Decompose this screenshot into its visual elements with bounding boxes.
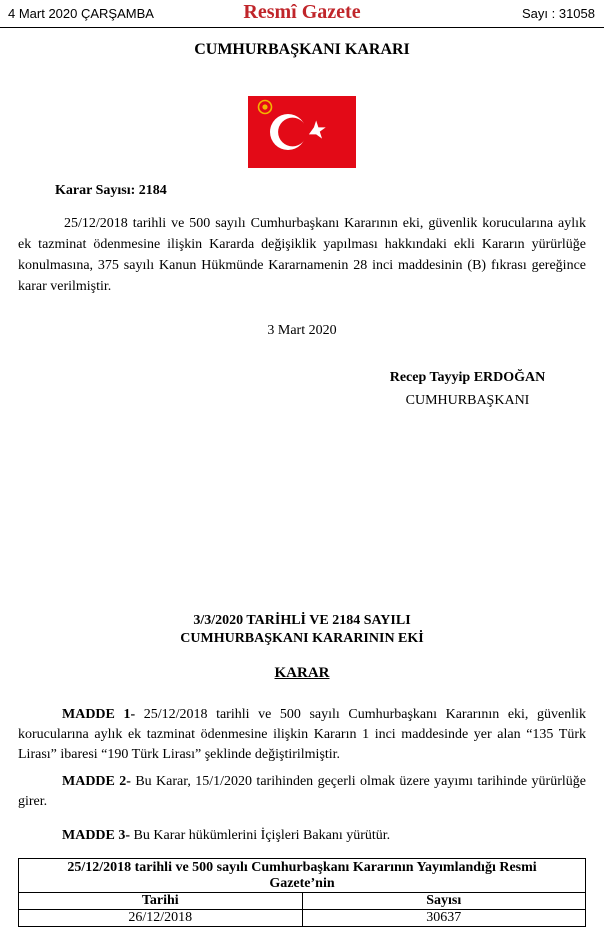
gazette-name: Resmî Gazete bbox=[243, 1, 361, 23]
signer-name: Recep Tayyip ERDOĞAN bbox=[389, 370, 546, 385]
turkish-flag-icon bbox=[248, 96, 356, 168]
article-1 bbox=[18, 705, 586, 765]
issue-number: Sayı : 31058 bbox=[522, 6, 595, 21]
decision-body: 25/12/2018 tarihli ve 500 sayılı Cumhurbaşkanı Kararının eki, güvenlik korucularına aylık ek tazminat ödenmesine ilişkin Kararda değişiklik yapılması hakkındaki ekli Kararın yürürlüğe konulmasına, 375 sayılı Kanun Hükmünde Kararnamenin 28 inci maddesinin (B) fıkrası gereğince karar verilmiştir. bbox=[18, 216, 586, 294]
table-caption-row bbox=[19, 859, 586, 893]
issue-date: 4 Mart 2020 ÇARŞAMBA bbox=[8, 6, 154, 21]
cell-number: 30637 bbox=[302, 910, 586, 927]
article-1-label: MADDE 1- bbox=[62, 707, 136, 722]
article-3-text: Bu Karar hükümlerini İçişleri Bakanı yürütür. bbox=[130, 828, 391, 843]
article-1-text: 25/12/2018 tarihli ve 500 sayılı Cumhurbaşkanı Kararının eki, güvenlik korucularına aylık ek tazminat ödenmesine ilişkin Kararın 1 inci maddesinde yer alan “135 Türk Lirası” ibaresi “190 Türk Lirası” şeklinde değiştirilmiştir. bbox=[18, 707, 586, 762]
signer-title: CUMHURBAŞKANI bbox=[405, 393, 530, 408]
publication-table bbox=[18, 858, 586, 927]
table-row bbox=[19, 910, 586, 927]
annex-title-line-2: CUMHURBAŞKANI KARARININ EKİ bbox=[180, 631, 424, 646]
decision-date: 3 Mart 2020 bbox=[267, 323, 337, 338]
karar-heading: KARAR bbox=[274, 665, 330, 681]
table-caption: 25/12/2018 tarihli ve 500 sayılı Cumhurbaşkanı Kararının Yayımlandığı Resmi Gazete’nin bbox=[19, 859, 586, 893]
decision-number: Karar Sayısı: 2184 bbox=[55, 183, 167, 198]
article-2-label: MADDE 2- bbox=[62, 774, 131, 789]
article-2 bbox=[18, 772, 586, 812]
annex-title-line-1: 3/3/2020 TARİHLİ VE 2184 SAYILI bbox=[193, 613, 411, 628]
column-header-number: Sayısı bbox=[302, 893, 586, 910]
table-header-row bbox=[19, 893, 586, 910]
article-3-label: MADDE 3- bbox=[62, 828, 131, 843]
article-3 bbox=[18, 826, 586, 846]
article-2-text: Bu Karar, 15/1/2020 tarihinden geçerli olmak üzere yayımı tarihinde yürürlüğe girer. bbox=[18, 774, 586, 809]
annex-title bbox=[0, 612, 604, 648]
column-header-date: Tarihi bbox=[19, 893, 303, 910]
gazette-header bbox=[0, 0, 604, 28]
cell-date: 26/12/2018 bbox=[19, 910, 303, 927]
header-divider bbox=[0, 27, 604, 28]
page-title: CUMHURBAŞKANI KARARI bbox=[194, 41, 410, 58]
